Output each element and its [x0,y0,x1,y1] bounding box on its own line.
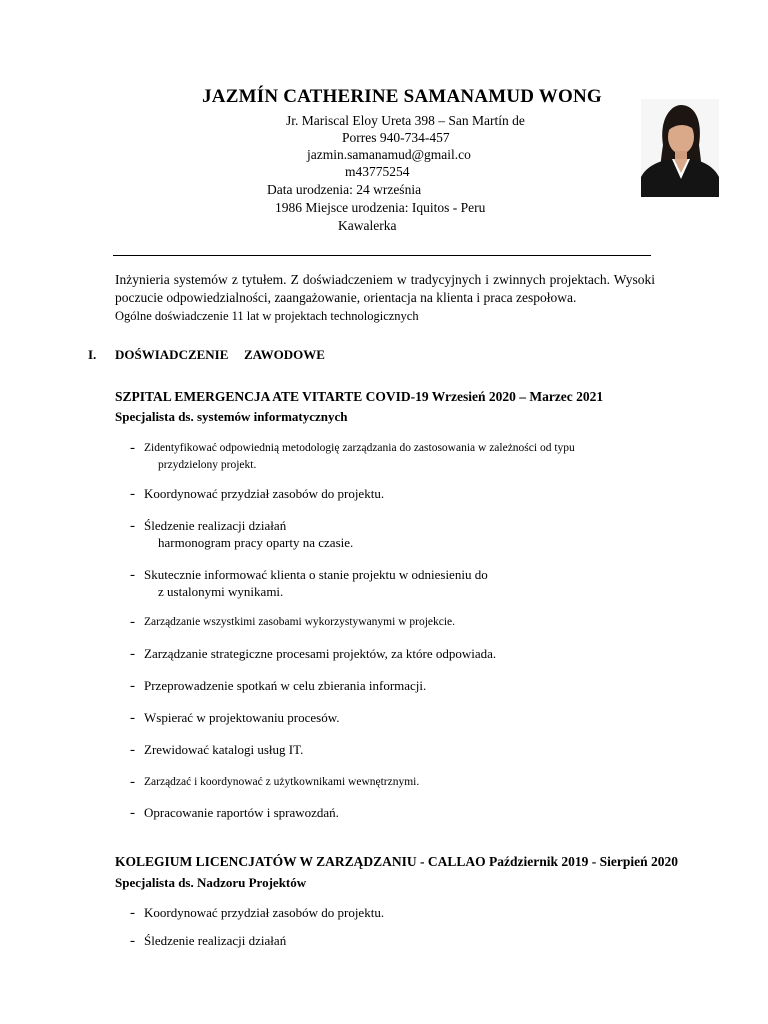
job-title-2: KOLEGIUM LICENCJATÓW W ZARZĄDZANIU - CALLAO Październik 2019 - Sierpień 2020 [115,854,679,869]
marital-status: Kawalerka [338,218,397,233]
profile-photo [641,99,719,197]
job-title-1: SZPITAL EMERGENCJA ATE VITARTE COVID-19 Wrzesień 2020 – Marzec 2021 [115,389,604,404]
email: jazmin.samanamud@gmail.co [307,147,471,162]
address-line-1: Jr. Mariscal Eloy Ureta 398 – San Martín de [286,113,525,128]
birth-place: 1986 Miejsce urodzenia: Iquitos - Peru [275,200,486,215]
profile-summary [115,271,655,325]
section-title-part-2: ZAWODOWE [244,347,325,362]
section-number: I. [88,347,97,362]
job-role-2: Specjalista ds. Nadzoru Projektów [115,875,307,890]
candidate-name: JAZMÍN CATHERINE SAMANAMUD WONG [202,86,602,107]
cv-page: JAZMÍN CATHERINE SAMANAMUD WONG Jr. Mariscal Eloy Ureta 398 – San Martín de Porres 940-734-457 jazmin.samanamud@gmail.co m43775254 Data urodzenia: 24 września 1986 Miejsce urodzenia: Iquitos - Peru Kawalerka Inżynieria systemów z tytułem. Z doświadczeniem w tradycyjnych i zwinnych projektach. Wysoki poczucie odpowiedzialności, zaangażowanie, orientacja na klienta i praca zespołowa. Ogólne doświadczenie 11 lat w projektach technologicznych I. DOŚWIADCZENIE ZAWODOWE SZPITAL EMERGENCJA ATE VITARTE COVID-19 Wrzesień 2020 – Marzec 2021 Specjalista ds. systemów informatycznych - Zidentyfikować odpowiednią metodologię zarządzania do zastosowania w zależności od typu przydzielony projekt. - Koordynować przydział zasobów do projektu. - Śledzenie realizacji działań harmonogram pracy oparty na czasie. - Skutecznie informować klienta o stanie projektu w odniesieniu do z ustalonymi wynikami. - Zarządzanie wszystkimi zasobami wykorzystywanymi w projekcie. - Zarządzanie strategiczne procesami projektów, za które odpowiada. - Przeprowadzenie spotkań w celu zbierania informacji. - Wspierać w projektowaniu procesów. - Zrewidować katalogi usług IT. - Zarządzać i koordynować z użytkownikami wewnętrznymi. - Opracowanie raportów i sprawozdań. KOLEGIUM LICENCJATÓW W ZARZĄDZANIU - CALLAO Październik 2019 - Sierpień 2020 Specjalista ds. Nadzoru Projektów - Koordynować przydział zasobów do projektu. - Śledzenie realizacji działań [0,0,768,1024]
id-number: m43775254 [345,164,410,179]
header-divider [113,255,651,256]
summary-experience: Ogólne doświadczenie 11 lat w projektach technologicznych [115,309,419,323]
summary-text: Inżynieria systemów z tytułem. Z doświadczeniem w tradycyjnych i zwinnych projektach. Wysoki poczucie odpowiedzialności, zaangażowanie, orientacja na klienta i praca zespołowa. [115,272,655,305]
job-role-1: Specjalista ds. systemów informatycznych [115,409,348,424]
address-line-2: Porres 940-734-457 [342,130,450,145]
birth-date: Data urodzenia: 24 września [267,182,422,197]
section-title-part-1: DOŚWIADCZENIE [115,347,229,362]
